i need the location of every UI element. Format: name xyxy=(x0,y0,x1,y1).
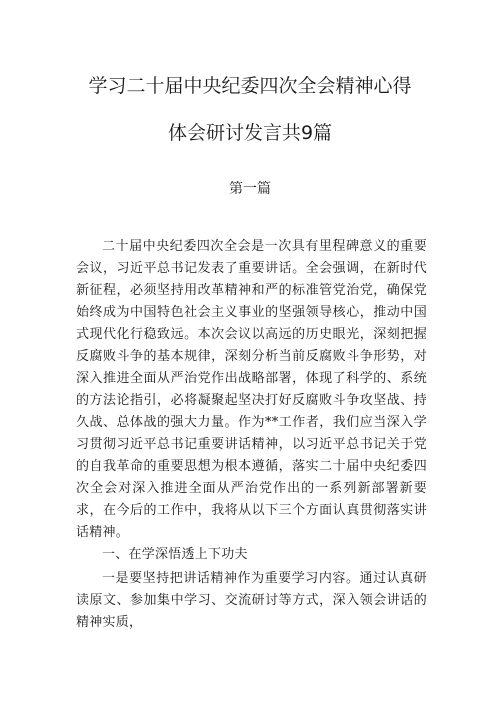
body-paragraph: 一是要坚持把讲话精神作为重要学习内容。通过认真研读原文、参加集中学习、交流研讨等方式，深入领会讲话的精神实质， xyxy=(76,571,427,630)
body-paragraph: 二十届中央纪委四次全会是一次具有里程碑意义的重要会议，习近平总书记发表了重要讲话。全会强调，在新时代新征程，必须坚持用改革精神和严的标准管党治党，确保党始终成为中国特色社会主义事业的坚强领导核心，推动中国式现代化行稳致远。本次会议以高远的历史眼光，深刻把握反腐败斗争的基本规律，深刻分析当前反腐败斗争形势，对深入推进全面从严治党作出战略部署，体现了科学的、系统的方法论指引，必将凝聚起坚决打好反腐败斗争攻坚战、持久战、总体战的强大力量。作为**工作者，我们应当深入学习贯彻习近平总书记重要讲话精神，以习近平总书记关于党的自我革命的重要思想为根本遵循，落实二十届中央纪委四次全会对深入推进全面从严治党作出的一系列新部署新要求，在今后的工作中，我将从以下三个方面认真贯彻落实讲话精神。 xyxy=(76,239,427,540)
document-title-line-2: 体会研讨发言共9篇 xyxy=(167,122,333,144)
document-body xyxy=(76,236,427,634)
section-heading: 第一篇 xyxy=(229,181,271,197)
document-title-line-1: 学习二十届中央纪委四次全会精神心得 xyxy=(88,75,412,97)
sub-heading: 一、在学深悟透上下功夫 xyxy=(102,547,248,562)
